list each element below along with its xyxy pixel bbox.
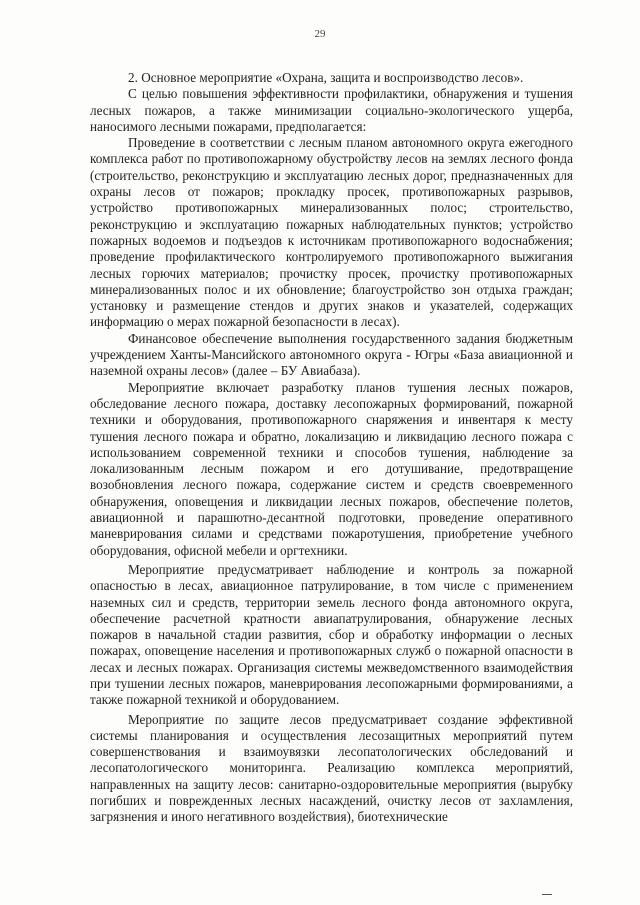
paragraph-financing: Финансовое обеспечение выполнения государственного задания бюджетным учреждением Ханты-Мансийского автономного округа - Югры «База авиационной и наземной охраны лесов» (далее – БУ Авиабаза). [90,330,573,379]
paragraph-forest-protection: Мероприятие по защите лесов предусматривает создание эффективной системы планирования и осуществления лесозащитных мероприятий путем совершенствования и взаимоувязки лесопатологических обследований и лесопатологического мониторинга. Реализацию комплекса мероприятий, направленных на защиту лесов: санитарно-оздоровительные мероприятия (вырубку погибших и поврежденных лесных насаждений, очистку лесов от захламления, загрязнения и иного негативного воздействия), биотехнические [90,711,573,825]
paragraph-fire-monitoring: Мероприятие предусматривает наблюдение и контроль за пожарной опасностью в лесах, авиационное патрулирование, в том числе с применением наземных сил и средств, территории земель лесного фонда автономного округа, обеспечение расчетной кратности авиапатрулирования, обнаружение лесных пожаров в начальной стадии развития, сбор и обработку информации о лесных пожарах, оповещение населения и противопожарных служб о пожарной опасности в лесах и лесных пожарах. Организация системы межведомственного взаимодействия при тушении лесных пожаров, маневрирования лесопожарными формированиями, а также пожарной техникой и оборудованием. [90,561,573,708]
section-heading: 2. Основное мероприятие «Охрана, защита и воспроизводство лесов». [128,70,524,85]
paragraph-firefighting-measures: Мероприятие включает разработку планов тушения лесных пожаров, обследование лесного пожара, доставку лесопожарных формирований, пожарной техники и оборудования, противопожарного снаряжения и инвентаря к месту тушения лесного пожара и обратно, локализацию и ликвидацию лесного пожара с использованием современной техники и способов тушения, наблюдение за локализованным лесным пожаром и его дотушивание, предотвращение возобновления лесного пожара, содержание систем и средств своевременного обнаружения, оповещения и ликвидации лесных пожаров, обеспечение полетов, авиационной и парашютно-десантной подготовки, проведение оперативного маневрирования силами и средствами пожаротушения, приобретение учебного оборудования, офисной мебели и оргтехники. [90,379,573,558]
corner-mark [542,894,552,895]
paragraph-intro: С целью повышения эффективности профилактики, обнаружения и тушения лесных пожаров, а также минимизации социально-экологического ущерба, наносимого лесными пожарами, предполагается: [90,86,573,134]
document-body [90,70,573,826]
paragraph-fire-infrastructure: Проведение в соответствии с лесным планом автономного округа ежегодного комплекса работ по противопожарному обустройству лесов на землях лесного фонда (строительство, реконструкцию и эксплуатацию лесных дорог, предназначенных для охраны лесов от пожаров; прокладку просек, противопожарных разрывов, устройство противопожарных минерализованных полос; строительство, реконструкцию и эксплуатацию пожарных наблюдательных пунктов; устройство пожарных водоемов и подъездов к источникам противопожарного водоснабжения; проведение профилактического контролируемого противопожарного выжигания лесных горючих материалов; прочистку просек, прочистку противопожарных минерализованных полос и их обновление; благоустройство зон отдыха граждан; установку и размещение стендов и других знаков и указателей, содержащих информацию о мерах пожарной безопасности в лесах). [90,135,573,330]
page-number: 29 [314,28,326,40]
